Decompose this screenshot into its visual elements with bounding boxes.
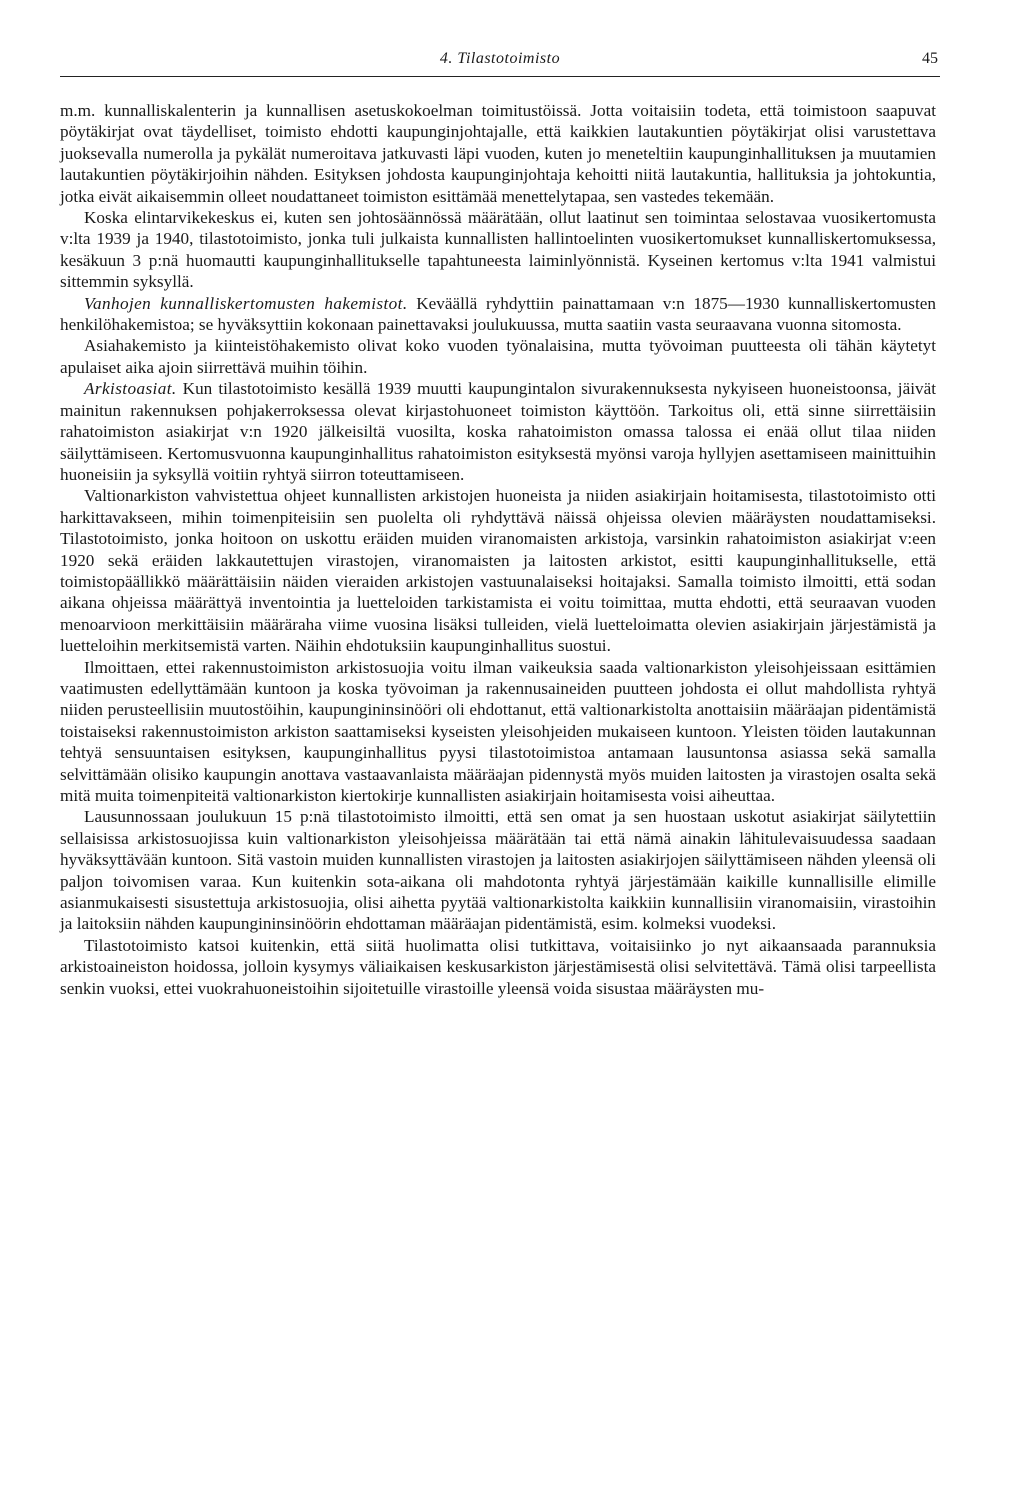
paragraph-text: Valtionarkiston vahvistettua ohjeet kunnallisten arkistojen huoneista ja niiden asiakirjain hoitamisesta, tilastotoimisto otti harkittavakseen, mihin toimenpiteisiin sen puolelta oli ryhdyttävä näissä ohjeissa olevien määräysten noudattamiseksi. Tilastotoimisto, jonka hoitoon on uskottu eräiden muiden viranomaisten arkistoja, varsinkin rahatoimiston asiakirjat v:een 1920 sekä eräiden lakkautettujen virastojen, viranomaisten ja laitosten arkistot, esitti kaupunginhallitukselle, että toimistopäällikkö määrättäisiin näiden vieraiden arkistojen vastuunalaiseksi hoitajaksi. Samalla toimisto ilmoitti, että sodan aikana ohjeissa määrättyä inventointia ja luetteloiden tarkistamista ei voitu toimittaa, mutta ehdotti, että seuraavan vuoden menoarvioon merkittäisiin määräraha viime vuosina lisäksi tulleiden, vielä luetteloimatta olevien asiakirjain järjestämistä ja luetteloihin merkitsemistä varten. Näihin ehdotuksiin kaupunginhallitus suostui. bbox=[60, 486, 936, 656]
paragraph-text: Koska elintarvikekeskus ei, kuten sen johtosäännössä määrätään, ollut laatinut sen toimintaa selostavaa vuosikertomusta v:lta 1939 ja 1940, tilastotoimisto, jonka tuli julkaista kunnallisten hallintoelinten vuosikertomukset kunnalliskertomuksessa, kesäkuun 3 p:nä huomautti kaupunginhallitukselle tapahtuneesta laiminlyönnistä. Kyseinen kertomus v:lta 1941 valmistui sittemmin syksyllä. bbox=[60, 208, 936, 292]
paragraph bbox=[60, 806, 936, 934]
running-title: 4. Tilastotoimisto bbox=[439, 50, 561, 67]
paragraph-text: Keväällä ryhdyttiin painattamaan v:n 1875—1930 kunnalliskertomusten henkilöhakemistoa; se hyväksyttiin kokonaan painettavaksi joulukuussa, mutta saatiin vasta seuraavana vuonna sitomosta. bbox=[60, 293, 936, 335]
body-text bbox=[60, 100, 936, 999]
paragraph-text: Asiahakemisto ja kiinteistöhakemisto olivat koko vuoden työnalaisina, mutta työvoiman puutteesta oli tähän käytetyt apulaiset aika ajoin siirrettävä muihin töihin. bbox=[60, 336, 936, 377]
paragraph-text: Lausunnossaan joulukuun 15 p:nä tilastotoimisto ilmoitti, että sen omat ja sen huostaan uskotut asiakirjat säilytettiin sellaisissa arkistosuojissa kuin valtionarkiston yleisohjeissa määrätään tai että nämä ainakin lähitulevaisuudessa saadaan hyväksyttävään kuntoon. Sitä vastoin muiden kunnallisten virastojen ja laitosten asiakirjojen säilyttämiseen nähden yleensä oli paljon toivomisen varaa. Kun kuitenkin sota-aikana oli mahdotonta ryhtyä järjestämään kaikille kunnallisille elimille asianmukaisesti sisustettuja arkistosuojia, olisi aihetta pyytää valtionarkistolta kaikkiin kunnallisiin viranomaisiin, virastoihin ja laitoksiin nähden kaupungininsinöörin ehdottaman määräajan pidentämistä, esim. kolmeksi vuodeksi. bbox=[60, 807, 936, 934]
paragraph bbox=[60, 100, 936, 207]
section-run-in-heading: Vanhojen kunnalliskertomusten hakemistot. bbox=[84, 293, 408, 313]
paragraph bbox=[60, 335, 936, 378]
paragraph bbox=[60, 485, 936, 656]
paragraph bbox=[60, 378, 936, 485]
paragraph bbox=[60, 293, 936, 336]
paragraph bbox=[60, 657, 936, 807]
paragraph bbox=[60, 207, 936, 293]
paragraph bbox=[60, 935, 936, 999]
page-number: 45 bbox=[922, 50, 938, 67]
running-header bbox=[60, 48, 940, 77]
paragraph-text: m.m. kunnalliskalenterin ja kunnallisen asetuskokoelman toimitustöissä. Jotta voitaisiin todeta, että toimistoon saapuvat pöytäkirjat ovat täydelliset, toimisto ehdotti kaupunginjohtajalle, että kaikkien lautakuntien pöytäkirjat olisi varustettava juoksevalla numerolla ja pykälät numeroitava jatkuvasti läpi vuoden, kuten jo meneteltiin kaupunginhallituksen ja muutamien lautakuntien pöytäkirjoihin nähden. Esityksen johdosta kaupunginjohtaja kehoitti niitä lautakuntia, hallituksia ja johtokuntia, jotka eivät aikaisemmin olleet noudattaneet toimiston esittämää menettelytapaa, sen vastedes tekemään. bbox=[60, 101, 936, 206]
paragraph-text: Kun tilastotoimisto kesällä 1939 muutti kaupungintalon sivurakennuksesta nykyiseen huoneistoonsa, jäivät mainitun rakennuksen pohjakerroksessa olevat kirjastohuoneet toimiston käyttöön. Tarkoitus oli, että sinne siirrettäisiin rahatoimiston asiakirjat v:n 1920 jälkeisiltä vuosilta, koska rahatoimiston omassa talossa ei enää ollut tilaa niiden säilyttämiseen. Kertomusvuonna kaupunginhallitus rahatoimiston esityksestä myönsi varoja hyllyjen asettamiseen mainittuihin huoneisiin ja syksyllä voitiin ryhtyä siirron toteuttamiseen. bbox=[60, 379, 936, 484]
paragraph-text: Ilmoittaen, ettei rakennustoimiston arkistosuojia voitu ilman vaikeuksia saada valtionarkiston yleisohjeissaan esittämien vaatimusten edellyttämään kuntoon ja koska työvoiman ja rakennusaineiden puutteen johdosta ei ollut mahdollista ryhtyä niiden perusteellisiin muutostöihin, kaupungininsinööri oli ehdottanut, että valtionarkistolta anottaisiin määräajan pidentämistä toistaiseksi rakennustoimiston arkiston saattamiseksi kyseisten yleisohjeiden mukaiseen kuntoon. Yleisten töiden lautakunnan tehtyä sensuuntaisen esityksen, kaupunginhallitus pyysi tilastotoimistoa antamaan lausuntonsa asiassa sekä samalla selvittämään olisiko kaupungin anottava vastaavanlaista määräajan pidennystä myös muiden laitosten ja virastojen osalta sekä mitä muita toimenpiteitä valtionarkiston kiertokirje kunnallisten asiakirjain hoitamisesta voisi aiheuttaa. bbox=[60, 657, 936, 805]
paragraph-text: Tilastotoimisto katsoi kuitenkin, että siitä huolimatta olisi tutkittava, voitaisiinko jo nyt aikaansaada parannuksia arkistoaineiston hoidossa, jolloin kysymys väliaikaisen keskusarkiston järjestämisestä olisi selvitettävä. Tämä olisi tarpeellista senkin vuoksi, ettei vuokrahuoneistoihin sijoitetuille virastoille yleensä voida sisustaa määräysten mu- bbox=[60, 935, 936, 998]
section-run-in-heading: Arkistoasiat. bbox=[84, 379, 177, 399]
